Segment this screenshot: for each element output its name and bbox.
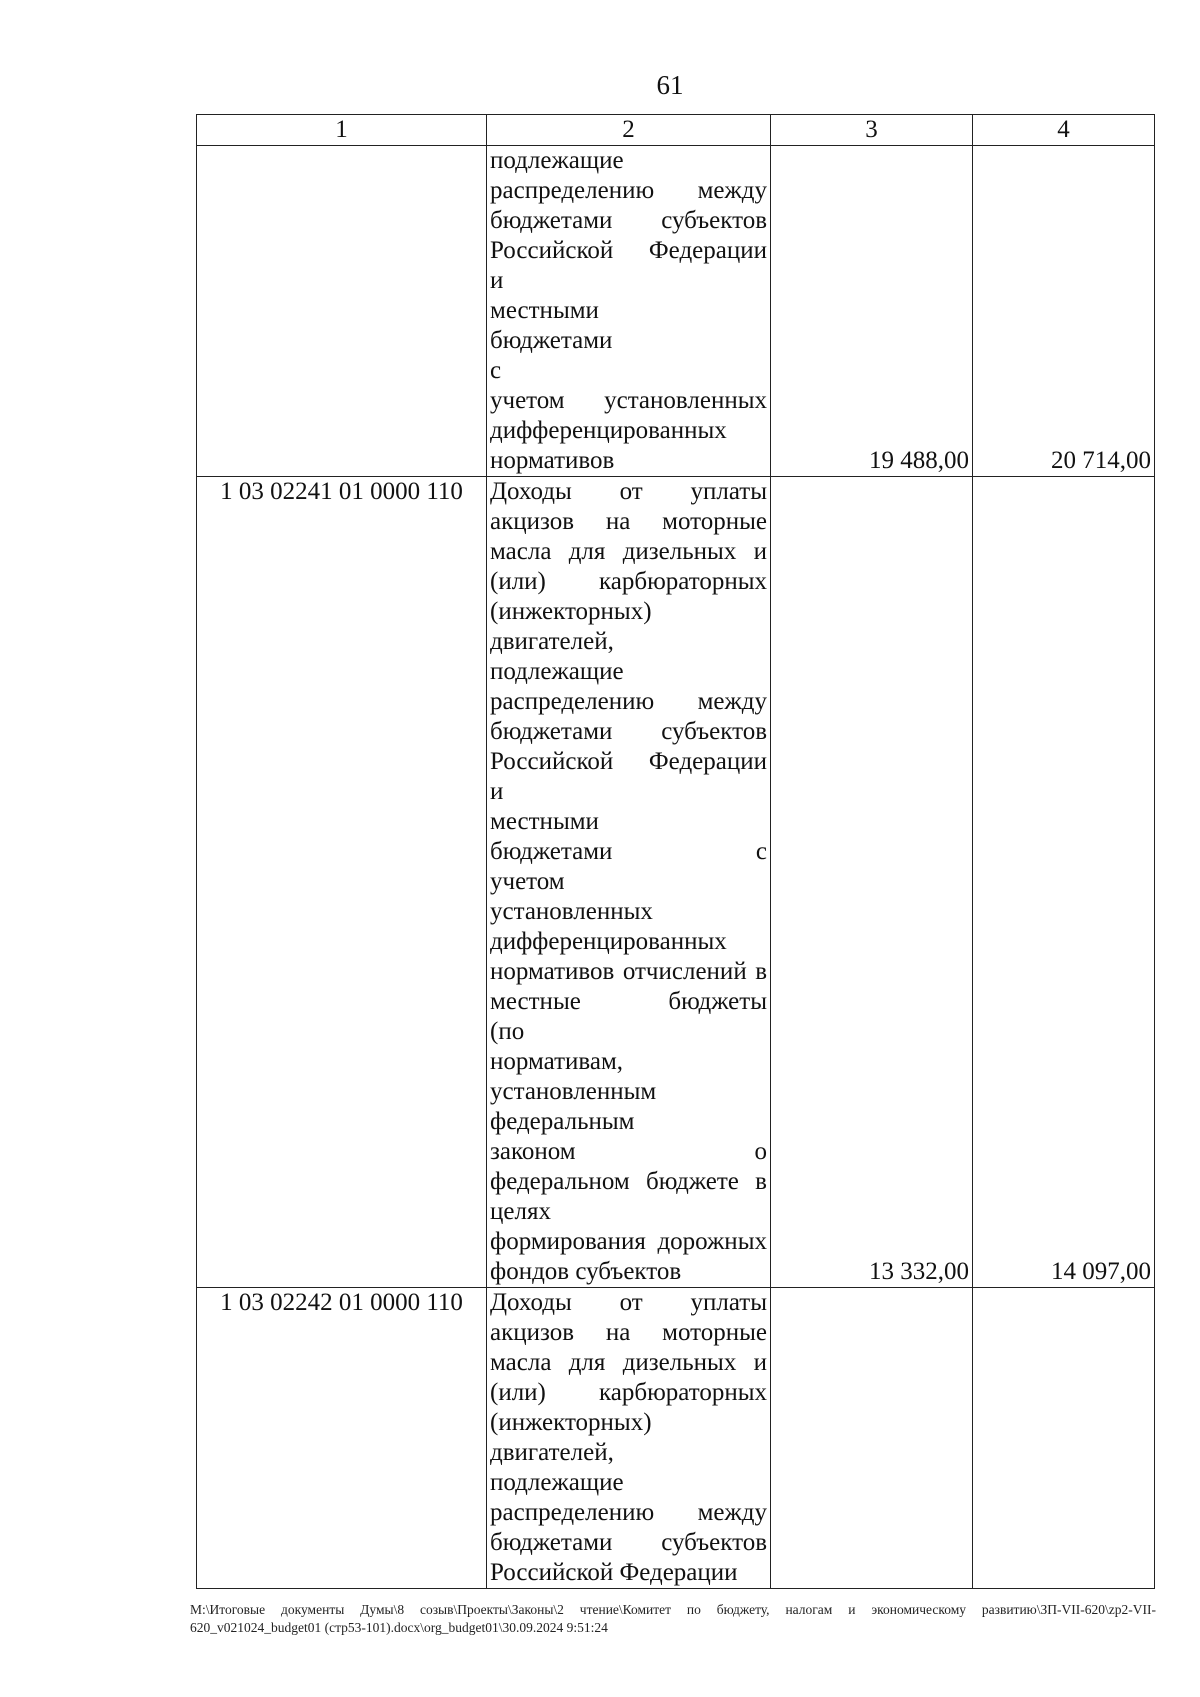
description-line: местные бюджеты [490,988,767,1015]
description-line: установленным федеральным [490,1078,657,1135]
description-line: распределению между [490,1499,767,1526]
description-line: учетом установленных дифференцированных [490,387,767,444]
description-line: местными [490,808,599,835]
description-line: нормативов отчислений в [490,958,767,985]
description-line: акцизов на моторные [490,508,767,535]
budget-code: 1 03 02242 01 0000 110 [197,1288,487,1589]
column-header: 3 [771,115,973,146]
description-line: и [490,778,504,805]
description-line: распределению между [490,177,767,204]
description-line: законом о [490,1138,767,1165]
table-row [197,1288,1155,1589]
amount-column-3: 19 488,00 [771,146,973,477]
budget-table [196,114,1155,1589]
description-line: бюджетами с [490,838,767,865]
description-line: фондов субъектов [490,1258,682,1285]
description-line: подлежащие [490,658,624,685]
amount-column-4: 20 714,00 [973,146,1155,477]
budget-code [197,146,487,477]
description-line: (по [490,1018,525,1045]
budget-code: 1 03 02241 01 0000 110 [197,477,487,1288]
income-description [487,1288,771,1589]
description-line: бюджетами субъектов [490,207,767,234]
description-line: Российской Федерации [490,1559,738,1586]
description-line: бюджетами [490,327,613,354]
description-line: нормативов [490,447,615,474]
table-row [197,477,1155,1288]
description-line: бюджетами субъектов [490,1529,767,1556]
description-line: (инжекторных) [490,1409,652,1436]
description-line: подлежащие [490,147,624,174]
description-line: Доходы от уплаты [490,1289,767,1316]
income-description [487,477,771,1288]
page-number: 61 [656,70,684,100]
amount-column-4: 14 097,00 [973,477,1155,1288]
description-line: Доходы от уплаты [490,478,767,505]
description-line: бюджетами субъектов [490,718,767,745]
description-line: масла для дизельных и [490,1349,767,1376]
description-line: с [490,357,502,384]
description-line: федеральном бюджете в [490,1168,767,1195]
description-line: (или) карбюраторных [490,1379,767,1406]
description-line: дифференцированных [490,928,727,955]
description-line: учетом [490,868,565,895]
description-line: местными [490,297,599,324]
amount-column-3: 13 332,00 [771,477,973,1288]
description-line: распределению между [490,688,767,715]
description-line: подлежащие [490,1469,624,1496]
table-row [197,146,1155,477]
column-header: 2 [487,115,771,146]
description-line: и [490,267,504,294]
description-line: Российской Федерации [490,237,767,264]
document-path-footer: М:\Итоговые документы Думы\8 созыв\Проекты\Законы\2 чтение\Комитет по бюджету, налогам и экономическому развитию\ЗП-VII-620\zp2-VII-620_v021024_budget01 (стр53-101).docx\org_budget01\30.09.2024 9:51:24 [190,1602,1156,1635]
description-line: масла для дизельных и [490,538,767,565]
income-description [487,146,771,477]
description-line: двигателей, [490,628,614,655]
amount-column-3 [771,1288,973,1589]
column-header: 1 [197,115,487,146]
table-header-row [197,115,1155,146]
description-line: (или) карбюраторных [490,568,767,595]
column-header: 4 [973,115,1155,146]
description-line: (инжекторных) [490,598,652,625]
description-line: целях [490,1198,551,1225]
description-line: установленных [490,898,653,925]
description-line: формирования дорожных [490,1228,767,1255]
description-line: Российской Федерации [490,748,767,775]
description-line: нормативам, [490,1048,624,1075]
amount-column-4 [973,1288,1155,1589]
description-line: двигателей, [490,1439,614,1466]
description-line: акцизов на моторные [490,1319,767,1346]
